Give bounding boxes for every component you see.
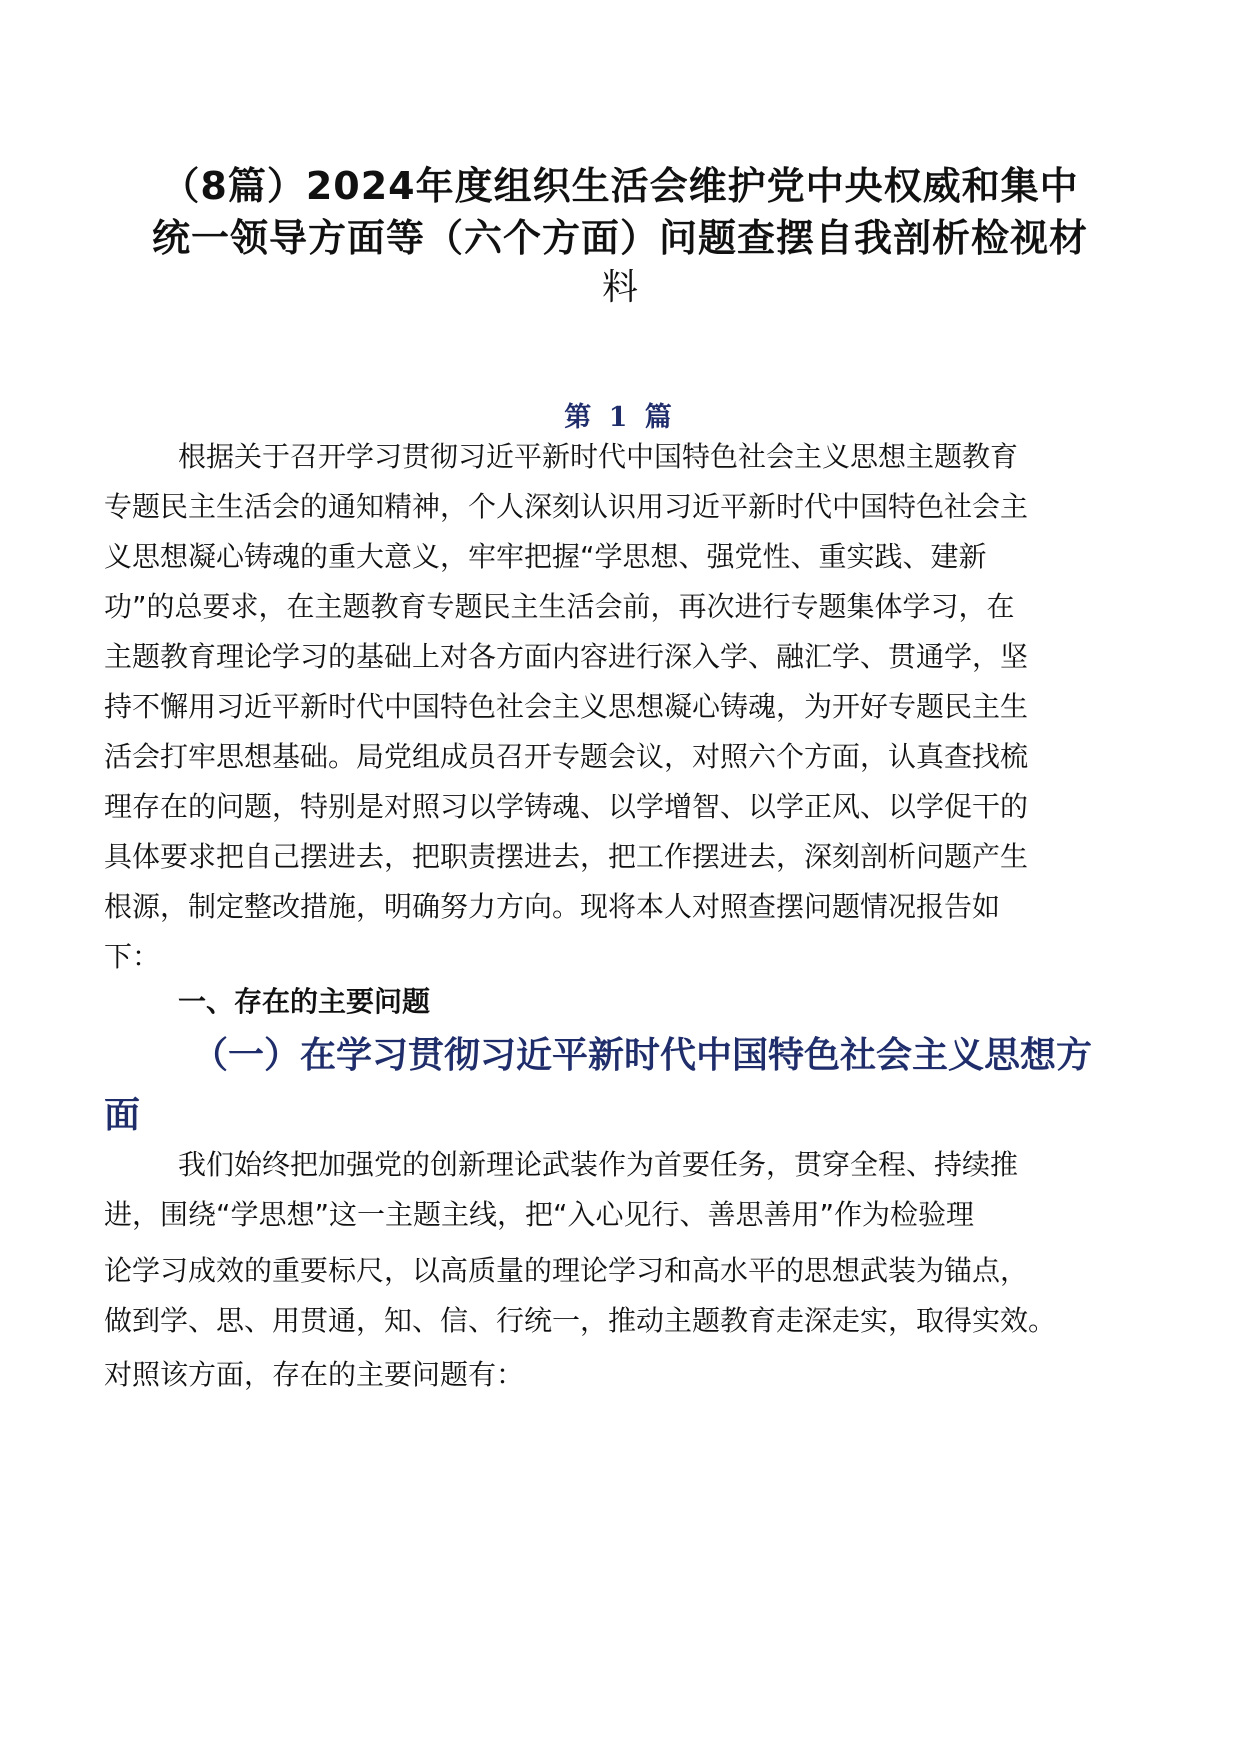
intro-line: 下： xyxy=(104,940,161,973)
subsection-heading-line-1: （一）在学习贯彻习近平新时代中国特色社会主义思想方 xyxy=(192,1035,1093,1076)
intro-line: 根源，制定整改措施，明确努力方向。现将本人对照查摆问题情况报告如 xyxy=(104,890,1001,923)
intro-line: 根据关于召开学习贯彻习近平新时代中国特色社会主义思想主题教育 xyxy=(178,440,1019,473)
intro-line: 理存在的问题，特别是对照习以学铸魂、以学增智、以学正风、以学促干的 xyxy=(104,790,1029,823)
subsection-heading xyxy=(104,1026,1092,1146)
intro-paragraph xyxy=(104,432,1028,982)
chapter-label: 第 1 篇 xyxy=(564,402,676,433)
document-title xyxy=(110,160,1130,312)
intro-line: 持不懈用习近平新时代中国特色社会主义思想凝心铸魂，为开好专题民主生 xyxy=(104,690,1029,723)
section-heading: 一、存在的主要问题 xyxy=(178,985,431,1018)
intro-line: 具体要求把自己摆进去，把职责摆进去，把工作摆进去，深刻剖析问题产生 xyxy=(104,840,1029,873)
body-line: 做到学、思、用贯通，知、信、行统一，推动主题教育走深走实，取得实效。 xyxy=(104,1304,1057,1337)
intro-line: 义思想凝心铸魂的重大意义，牢牢把握“学思想、强党性、重实践、建新 xyxy=(104,540,987,573)
body-line: 进，围绕“学思想”这一主题主线，把“入心见行、善思善用”作为检验理 xyxy=(104,1198,975,1231)
intro-line: 功”的总要求，在主题教育专题民主生活会前，再次进行专题集体学习，在 xyxy=(104,590,1015,623)
body-line: 对照该方面，存在的主要问题有： xyxy=(104,1358,525,1391)
body-paragraph xyxy=(104,1140,1056,1400)
title-line-3: 料 xyxy=(601,267,638,308)
body-line: 我们始终把加强党的创新理论武装作为首要任务，贯穿全程、持续推 xyxy=(178,1148,1019,1181)
intro-line: 专题民主生活会的通知精神，个人深刻认识用习近平新时代中国特色社会主 xyxy=(104,490,1029,523)
title-line-1: （8篇）2024年度组织生活会维护党中央权威和集中 xyxy=(161,164,1079,208)
subsection-heading-line-2: 面 xyxy=(104,1095,141,1136)
intro-line: 活会打牢思想基础。局党组成员召开专题会议，对照六个方面，认真查找梳 xyxy=(104,740,1029,773)
intro-line: 主题教育理论学习的基础上对各方面内容进行深入学、融汇学、贯通学，坚 xyxy=(104,640,1029,673)
title-line-2: 统一领导方面等（六个方面）问题查摆自我剖析检视材 xyxy=(151,216,1088,260)
body-line: 论学习成效的重要标尺，以高质量的理论学习和高水平的思想武装为锚点， xyxy=(104,1254,1029,1287)
